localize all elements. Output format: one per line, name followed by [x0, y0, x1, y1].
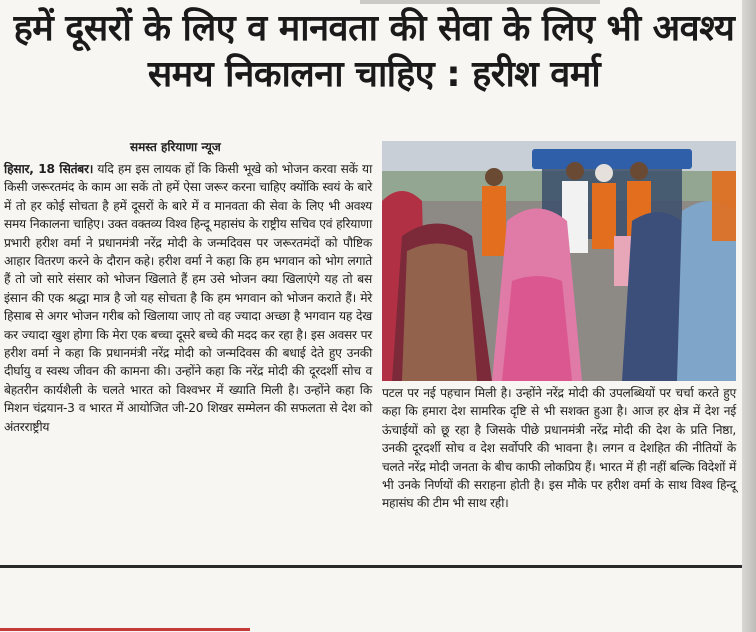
section-divider: [0, 565, 742, 568]
news-photo: [382, 141, 736, 381]
top-faded-text: [360, 0, 600, 4]
byline: समस्त हरियाणा न्यूज: [130, 140, 221, 154]
man-saffron-1: [482, 186, 506, 256]
article-right-column: पटल पर नई पहचान मिली है। उन्होंने नरेंद्र मोदी की उपलब्धियों पर चर्चा करते हुए कहा कि हमारा देश सामरिक दृष्टि से भी सशक्त हुआ है। आज हर क्षेत्र में देश नई ऊंचाईयों को छू रहा है जिसके पीछे प्रधानमंत्री नरेंद्र मोदी की देश के प्रति निष्ठा, उनकी दूरदर्शी सोच व देश सर्वोपरि की भावना है। लगन व देशहित की नीतियों के चलते नरेंद्र मोदी जनता के बीच काफी लोकप्रिय हैं। भारत में ही नहीं बल्कि विदेशों में भी उनके निर्णयों की सराहना होती है। इस मौके पर हरीश वर्मा के साथ विश्व हिन्दू महासंघ की टीम भी साथ रही।: [382, 386, 736, 511]
vehicle-roof: [532, 149, 692, 169]
bottom-accent-line: [0, 628, 250, 631]
article-left-column: [4, 160, 372, 436]
article-headline: हमें दूसरों के लिए व मानवता की सेवा के लिए भी अवश्य समय निकालना चाहिए : हरीश वर्मा: [13, 8, 735, 95]
man-saffron-2: [592, 183, 616, 249]
page-edge: [742, 0, 756, 632]
photo-illustration: [382, 141, 736, 381]
dateline: हिसार, 18 सितंबर।: [4, 162, 94, 176]
left-column-text: यदि हम इस लायक हों कि किसी भूखे को भोजन करवा सकें या किसी जरूरतमंद के काम आ सकें तो हमें ऐसा जरूर करना चाहिए क्योंकि स्वयं के बारे में तो हर कोई सोचता है हमें दूसरों के बारे में व मानवता की सेवा के लिए भी अवश्य समय निकालना चाहिए। उक्त वक्तव्य विश्व हिन्दू महासंघ के राष्ट्रीय सचिव एवं हरियाणा प्रभारी हरीश वर्मा ने प्रधानमंत्री नरेंद्र मोदी के जन्मदिवस पर जरूरतमंदों को पौष्टिक आहार वितरण करने के दौरान कहे। हरीश वर्मा ने कहा कि हम भगवान को भोग लगाते हैं तो जो सारे संसार को भोजन खिलाते हैं हम उसे भोजन क्या खिलाएंगे यह तो बस इंसान की एक श्रद्धा मात्र है जो यह सोचता है कि हम भगवान को भोजन कराते हैं। मेरे हिसाब से अगर भोजन गरीब को खिलाया जाए तो वह ज्यादा अच्छा है भगवान यह देख कर ज्यादा खुश होगा कि मेरा एक बच्चा दूसरे बच्चे की मदद कर रहा है। इस अवसर पर हरीश वर्मा ने कहा कि प्रधानमंत्री नरेंद्र मोदी को जन्मदिवस की बधाई देते हुए उनकी दीर्घायु व स्वस्थ जीवन की कामना की। उन्होंने कहा कि नरेंद्र मोदी की दूरदर्शी सोच व बेहतरीन कार्यशैली के चलते भारत को विश्वभर में ख्याति मिली है। उन्होंने कहा कि मिशन चंद्रयान-3 व भारत में आयोजित जी-20 शिखर सम्मेलन की सफलता से देश को अंतरराष्ट्रीय: [4, 162, 373, 434]
